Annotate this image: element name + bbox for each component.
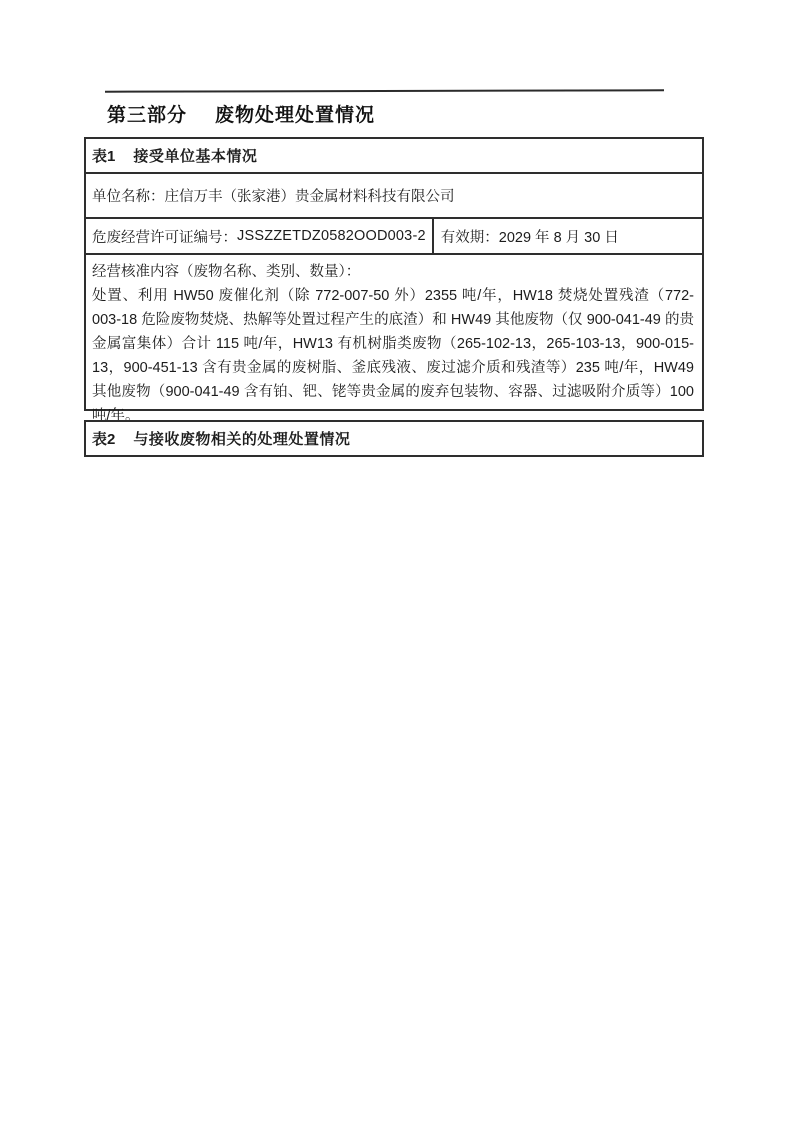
table2-caption-row bbox=[86, 422, 702, 455]
table1-caption: 接受单位基本情况 bbox=[133, 148, 258, 165]
section-title-text: 废物处理处置情况 bbox=[215, 105, 376, 126]
table2-caption: 与接收废物相关的处理处置情况 bbox=[133, 431, 351, 448]
approval-content-title: 经营核准内容（废物名称、类别、数量）： bbox=[92, 264, 361, 280]
section-title bbox=[107, 100, 375, 127]
table1-receiving-unit-info bbox=[84, 137, 704, 424]
table1-approval-row bbox=[86, 253, 702, 424]
validity-cell bbox=[434, 219, 702, 253]
unit-name-label: 单位名称： bbox=[92, 189, 165, 205]
table1-license-row bbox=[86, 217, 702, 253]
table1-label: 表1 bbox=[92, 148, 116, 165]
license-number-cell bbox=[86, 219, 434, 253]
unit-name-value: 庄信万丰（张家港）贵金属材料科技有限公司 bbox=[164, 189, 455, 205]
section-title-number: 第三部分 bbox=[107, 105, 188, 126]
table2-label: 表2 bbox=[92, 431, 116, 448]
header-rule bbox=[105, 89, 664, 92]
table1-unit-name-row bbox=[86, 172, 702, 217]
validity-value: 2029 年 8 月 30 日 bbox=[498, 229, 619, 246]
table2-disposal-info bbox=[84, 420, 704, 457]
license-number-value: JSSZZETDZ0582OOD003-2 bbox=[237, 228, 426, 244]
validity-label: 有效期： bbox=[440, 229, 499, 246]
approval-content-body: 处置、利用 HW50 废催化剂（除 772-007-50 外）2355 吨/年，HW18 焚烧处置残渣（772-003-18 危险废物焚烧、热解等处置过程产生的底渣）和 HW49 其他废物（仅 900-041-49 的贵金属富集体）合计 115 吨/年，HW13 有机树脂类废物（265-102-13，265-103-13，900-015-13，900-451-13 含有贵金属的废树脂、釜底残液、废过滤介质和残渣等）235 吨/年，HW49 其他废物（900-041-49 含有铂、钯、铑等贵金属的废弃包装物、容器、过滤吸附介质等）100 吨/年。 bbox=[92, 288, 694, 424]
table1-caption-row bbox=[86, 139, 702, 172]
license-number-label: 危废经营许可证编号： bbox=[92, 229, 237, 246]
